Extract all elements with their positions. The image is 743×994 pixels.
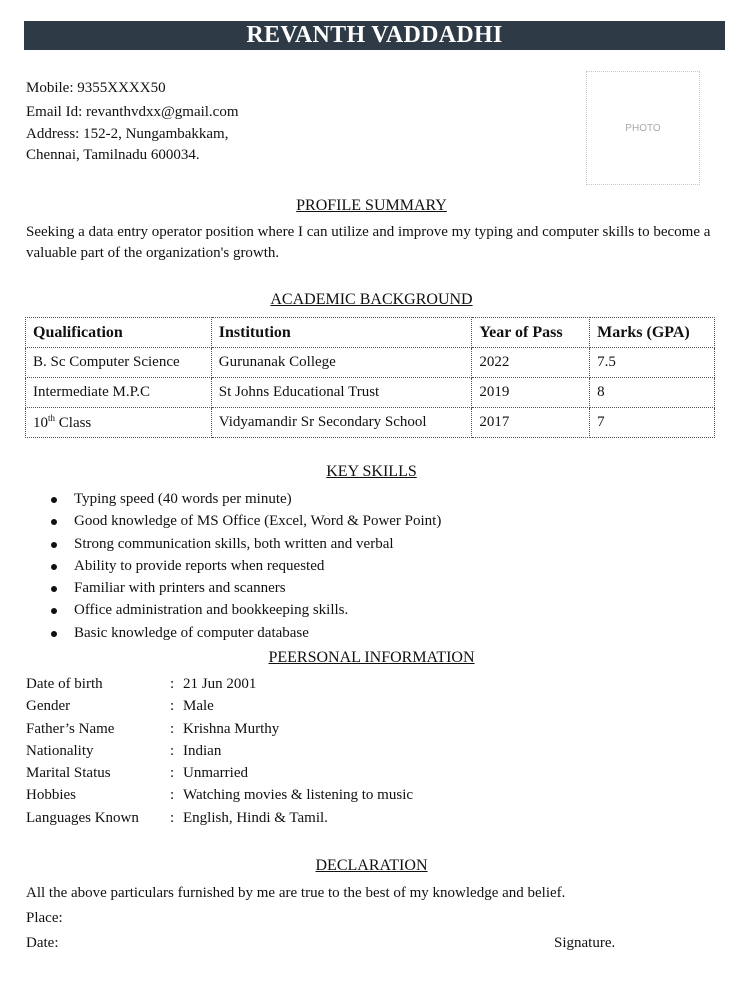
declaration-title: DECLARATION (315, 857, 428, 874)
ordinal-suffix: th (48, 413, 56, 423)
table-header-row (26, 318, 715, 348)
info-value: Male (183, 698, 214, 715)
list-item: Good knowledge of MS Office (Excel, Word & Power Point) (26, 510, 441, 532)
info-row (26, 784, 413, 806)
table-cell: Gurunanak College (211, 348, 472, 378)
address-line-2: Chennai, Tamilnadu 600034. (26, 147, 200, 163)
table-cell: 2022 (472, 348, 590, 378)
table-cell: 2019 (472, 378, 590, 408)
table-cell: St Johns Educational Trust (211, 378, 472, 408)
photo-label: PHOTO (625, 122, 661, 134)
table-cell: 7.5 (590, 348, 715, 378)
column-header: Institution (211, 318, 472, 348)
info-label: Marital Status (26, 765, 111, 782)
class-word: Class (55, 415, 92, 431)
info-label: Nationality (26, 742, 94, 759)
academic-table (25, 317, 715, 438)
info-separator: : (170, 809, 175, 826)
info-value: Watching movies & listening to music (183, 787, 414, 804)
table-cell: Intermediate M.P.C (26, 378, 212, 408)
date-line: Date: (26, 935, 59, 951)
info-row (26, 718, 413, 740)
table-cell: B. Sc Computer Science (26, 348, 212, 378)
table-row (26, 378, 715, 408)
list-item: Basic knowledge of computer database (26, 622, 441, 644)
declaration-block (26, 881, 565, 956)
table-cell (26, 408, 212, 438)
list-item: Typing speed (40 words per minute) (26, 488, 441, 510)
mobile-line: Mobile: 9355XXXX50 (26, 80, 166, 96)
profile-summary-title: PROFILE SUMMARY (296, 197, 447, 214)
info-separator: : (170, 720, 175, 737)
declaration-text: All the above particulars furnished by me are true to the best of my knowledge and belief. (26, 885, 566, 901)
info-row (26, 762, 413, 784)
list-item: Ability to provide reports when requested (26, 555, 441, 577)
info-separator: : (170, 787, 175, 804)
skills-list (26, 488, 441, 644)
info-row (26, 807, 413, 829)
address-line-1: Address: 152-2, Nungambakkam, (26, 126, 229, 142)
table-cell: 7 (590, 408, 715, 438)
candidate-name: REVANTH VADDADHI (246, 22, 503, 48)
info-value: English, Hindi & Tamil. (183, 809, 328, 826)
key-skills-title: KEY SKILLS (326, 463, 417, 480)
info-label: Languages Known (26, 809, 139, 826)
info-row (26, 695, 413, 717)
column-header: Marks (GPA) (590, 318, 715, 348)
table-cell: Vidyamandir Sr Secondary School (211, 408, 472, 438)
class-number: 10 (33, 415, 48, 431)
info-label: Gender (26, 698, 71, 715)
table-row (26, 348, 715, 378)
personal-info-title: PEERSONAL INFORMATION (268, 649, 475, 666)
info-row (26, 673, 413, 695)
photo-placeholder (586, 71, 700, 185)
info-separator: : (170, 698, 175, 715)
place-line: Place: (26, 910, 63, 926)
personal-info-list (26, 673, 413, 829)
info-value: 21 Jun 2001 (183, 676, 257, 692)
list-item: Familiar with printers and scanners (26, 577, 441, 599)
list-item: Strong communication skills, both written and verbal (26, 533, 441, 555)
academic-title: ACADEMIC BACKGROUND (270, 291, 473, 308)
info-row (26, 740, 413, 762)
info-label: Father’s Name (26, 720, 115, 737)
signature-line: Signature. (554, 935, 616, 951)
resume-header (24, 21, 725, 50)
email-line: Email Id: revanthvdxx@gmail.com (26, 104, 239, 120)
column-header: Year of Pass (472, 318, 590, 348)
info-value: Indian (183, 742, 222, 759)
info-value: Krishna Murthy (183, 720, 280, 737)
info-value: Unmarried (183, 765, 248, 782)
profile-summary-text: Seeking a data entry operator position where I can utilize and improve my typing and computer skills to become a valuable part of the organization's growth. (26, 224, 711, 261)
list-item: Office administration and bookkeeping skills. (26, 599, 441, 621)
table-cell: 8 (590, 378, 715, 408)
contact-block (26, 76, 239, 166)
info-separator: : (170, 765, 175, 782)
info-separator: : (170, 676, 175, 692)
table-row (26, 408, 715, 438)
info-label: Date of birth (26, 676, 103, 692)
info-separator: : (170, 742, 175, 759)
table-cell: 2017 (472, 408, 590, 438)
info-label: Hobbies (26, 787, 76, 804)
column-header: Qualification (26, 318, 212, 348)
